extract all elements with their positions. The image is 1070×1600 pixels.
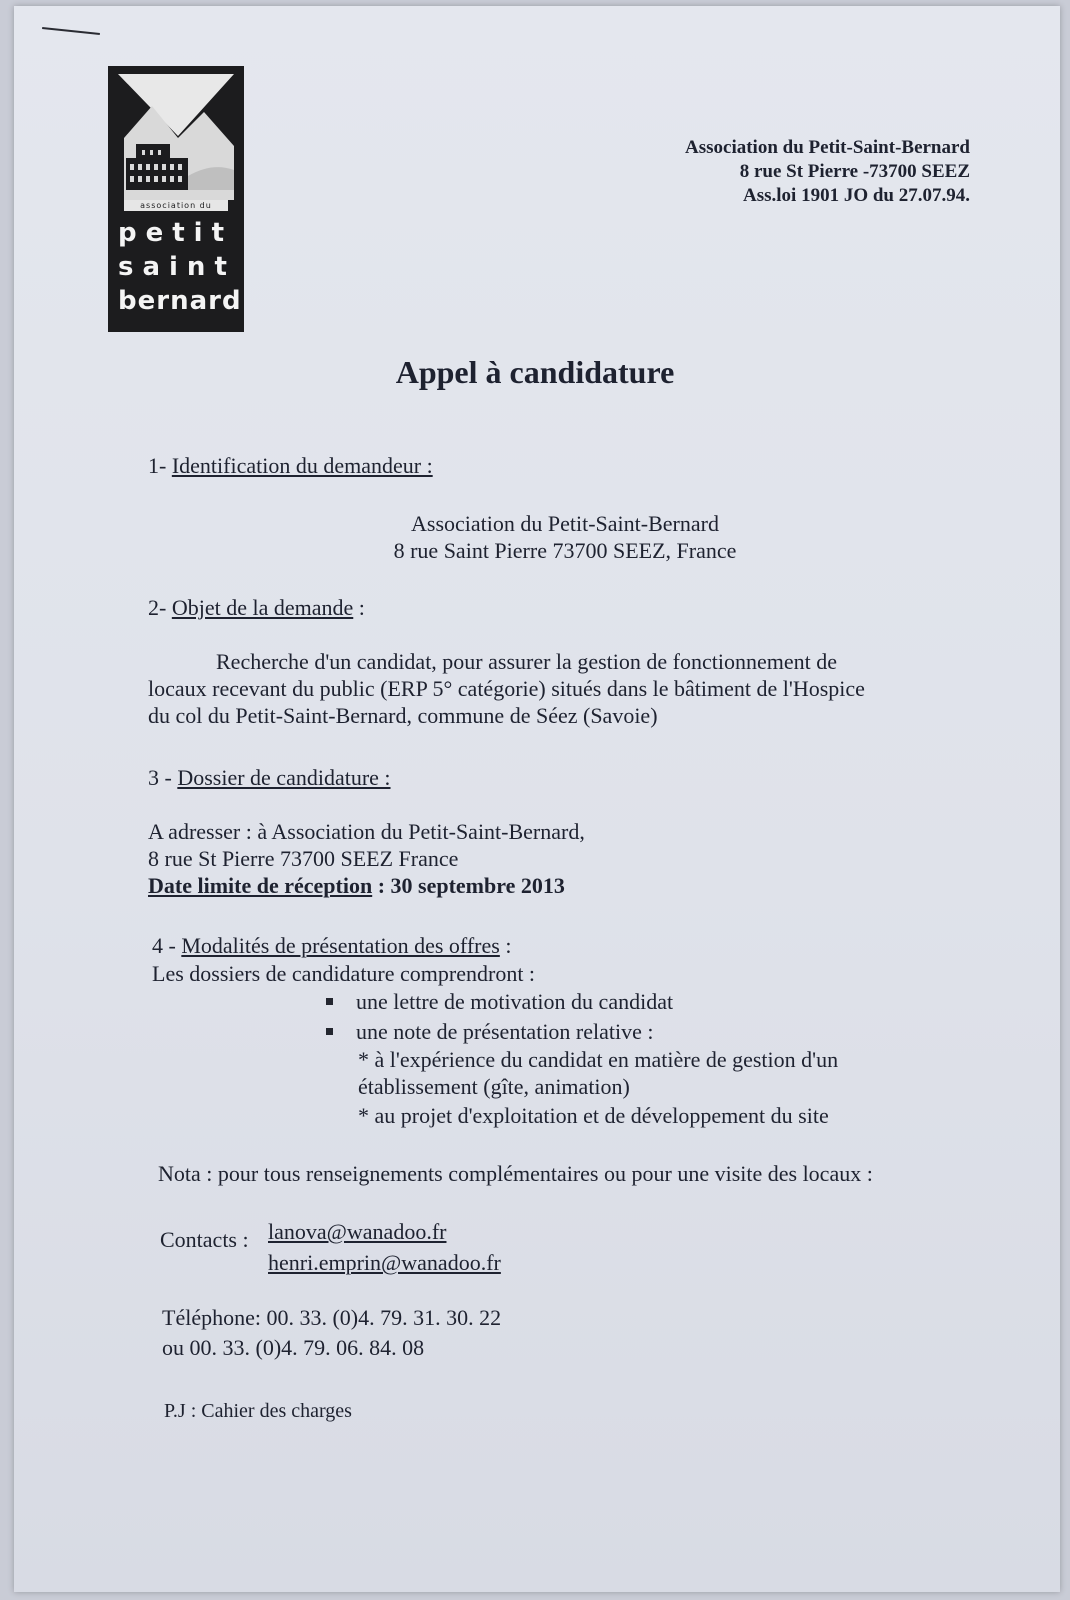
section4-sub1a: * à l'expérience du candidat en matière de gestion d'un — [358, 1047, 839, 1072]
section2-line1: Recherche d'un candidat, pour assurer la gestion de fonctionnement de — [216, 649, 837, 674]
section1-number: 1- — [148, 453, 167, 478]
letterhead-legal: Ass.loi 1901 JO du 27.07.94. — [743, 185, 970, 206]
phone-line1: Téléphone: 00. 33. (0)4. 79. 31. 30. 22 — [162, 1305, 502, 1330]
nota-text: Nota : pour tous renseignements complémentaires ou pour une visite des locaux : — [158, 1161, 873, 1186]
section4-bullet2: une note de présentation relative : — [356, 1019, 654, 1044]
letterhead — [685, 136, 970, 208]
pen-mark — [42, 27, 100, 35]
section1-line1: Association du Petit-Saint-Bernard — [411, 511, 719, 536]
attachment-value: : Cahier des charges — [190, 1400, 352, 1422]
section4-intro: Les dossiers de candidature comprendront : — [152, 961, 536, 986]
section2-line2: locaux recevant du public (ERP 5° catégorie) situés dans le bâtiment de l'Hospice — [148, 676, 865, 701]
logo-word-petit: petit — [118, 218, 234, 248]
section1-title: Identification du demandeur : — [171, 453, 433, 478]
section4-sub2: * au projet d'exploitation et de développement du site — [358, 1103, 829, 1128]
bullet-icon — [326, 1028, 333, 1035]
page-title: Appel à candidature — [395, 354, 675, 390]
section3-line1: A adresser : à Association du Petit-Saint-Bernard, — [148, 819, 585, 844]
section4-title: Modalités de présentation des offres — [181, 933, 500, 958]
association-logo — [108, 66, 244, 332]
section4-heading — [152, 932, 511, 959]
section2-title: Objet de la demande — [171, 595, 354, 620]
contact-email-lanova[interactable]: lanova@wanadoo.fr — [268, 1219, 447, 1244]
section3-line2: 8 rue St Pierre 73700 SEEZ France — [148, 846, 459, 871]
section2-colon: : — [358, 595, 365, 620]
section4-number: 4 - — [152, 933, 176, 958]
attachment-line — [164, 1398, 352, 1425]
logo-banner: association du — [124, 200, 228, 211]
section2-number: 2- — [148, 595, 167, 620]
deadline-label: Date limite de réception — [148, 873, 373, 898]
section3-number: 3 - — [148, 765, 172, 790]
section1-line2: 8 rue Saint Pierre 73700 SEEZ, France — [393, 538, 737, 563]
logo-word-bernard: bernard — [118, 286, 242, 316]
section2-heading — [148, 594, 365, 621]
logo-word-saint: saint — [118, 252, 236, 282]
bullet-icon — [326, 998, 333, 1005]
section3-deadline — [148, 872, 565, 899]
section1-heading — [148, 452, 433, 479]
section4-bullet1: une lettre de motivation du candidat — [356, 989, 674, 1014]
contact-email-emprin[interactable]: henri.emprin@wanadoo.fr — [268, 1250, 501, 1275]
section3-heading — [148, 764, 391, 791]
mountain-hospice-icon — [108, 66, 244, 200]
deadline-value: : 30 septembre 2013 — [377, 873, 565, 898]
letterhead-name: Association du Petit-Saint-Bernard — [685, 137, 970, 158]
section3-title: Dossier de candidature : — [177, 765, 391, 790]
section4-sub1b: établissement (gîte, animation) — [358, 1074, 630, 1099]
contacts-label: Contacts : — [160, 1227, 249, 1252]
section4-colon: : — [505, 933, 512, 958]
attachment-label: P.J — [164, 1400, 186, 1422]
section2-line3: du col du Petit-Saint-Bernard, commune de Séez (Savoie) — [148, 703, 658, 728]
phone-line2: ou 00. 33. (0)4. 79. 06. 84. 08 — [162, 1335, 425, 1360]
letterhead-address: 8 rue St Pierre -73700 SEEZ — [739, 161, 970, 182]
